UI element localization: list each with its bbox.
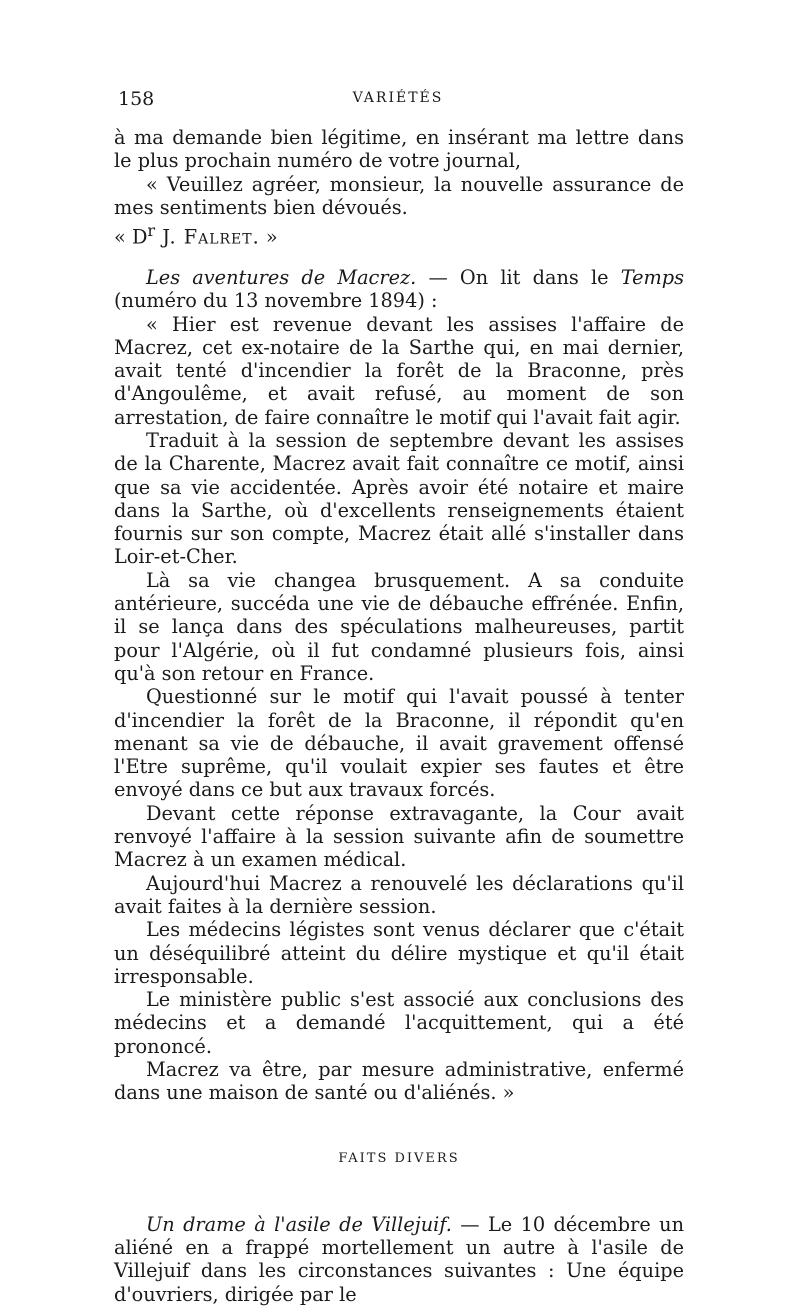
letter-salutation-paragraph: « Veuillez agréer, monsieur, la nouvelle assurance de mes sentiments bien dévoués. xyxy=(114,172,684,219)
running-title: VARIÉTÉS xyxy=(352,90,444,106)
letter-closing-paragraph: à ma demande bien légitime, en insérant ma lettre dans le plus prochain numéro de votre journal, xyxy=(114,126,684,173)
signature-title-superscript: r xyxy=(147,221,156,241)
macrez-article-title: Les aventures de Macrez. xyxy=(146,265,417,289)
villejuif-article-paragraph xyxy=(114,1213,684,1306)
article-paragraph: Questionné sur le motif qui l'avait poussé à tenter d'incendier la forêt de la Braconne, il répondit qu'en menant sa vie de débauche, il avait gravement offensé l'Etre suprême, qu'il voulait expier ses fautes et être envoyé dans ce but aux travaux forcés. xyxy=(114,685,684,802)
article-paragraph: Le ministère public s'est associé aux conclusions des médecins et a demandé l'acquittement, qui a été prononcé. xyxy=(114,988,684,1058)
letter-signature xyxy=(114,219,684,249)
article-paragraph: Aujourd'hui Macrez a renouvelé les déclarations qu'il avait faites à la dernière session. xyxy=(114,871,684,918)
macrez-article-intro xyxy=(114,266,684,313)
article-paragraph: « Hier est revenue devant les assises l'affaire de Macrez, cet ex-notaire de la Sarthe qui, en mai dernier, avait tenté d'incendier la forêt de la Braconne, près d'Angoulême, et avait refusé, au moment de son arrestation, de faire connaître le motif qui l'avait fait agir. xyxy=(114,312,684,429)
macrez-intro-rest: (numéro du 13 novembre 1894) : xyxy=(114,289,438,313)
article-paragraph: Les médecins légistes sont venus déclarer que c'était un déséquilibré atteint du délire mystique et qu'il était irresponsable. xyxy=(114,918,684,988)
villejuif-article-title: Un drame à l'asile de Villejuif. xyxy=(146,1212,452,1236)
running-head xyxy=(118,88,678,118)
signature-name: J. Falret. xyxy=(155,225,260,249)
macrez-source-name: Temps xyxy=(620,265,685,289)
body-text xyxy=(114,126,684,1306)
villejuif-article-text: — Le 10 décembre un aliéné en a frappé mortellement un autre à l'asile de Villejuif dans les circonstances suivantes : Une équipe d'ouvriers, dirigée par le xyxy=(114,1212,684,1306)
article-paragraph: Macrez va être, par mesure administrative, enfermé dans une maison de santé ou d'aliénés. » xyxy=(114,1058,684,1105)
signature-close-quote: » xyxy=(259,225,278,249)
article-paragraph: Traduit à la session de septembre devant les assises de la Charente, Macrez avait fait connaître ce motif, ainsi que sa vie accidentée. Après avoir été notaire et maire dans la Sarthe, où d'excellents renseignements étaient fournis sur son compte, Macrez était allé s'installer dans Loir-et-Cher. xyxy=(114,428,684,569)
macrez-intro-text: — On lit dans le xyxy=(416,265,621,289)
section-title: FAITS DIVERS xyxy=(338,1150,460,1166)
page-number: 158 xyxy=(118,88,155,110)
article-paragraph: Là sa vie changea brusquement. A sa conduite antérieure, succéda une vie de débauche effrénée. Enfin, il se lança dans des spéculations malheureuses, partit pour l'Algérie, où il fut condamné plusieurs fois, ainsi qu'à son retour en France. xyxy=(114,568,684,685)
signature-open-quote: « xyxy=(114,225,132,249)
article-paragraph: Devant cette réponse extravagante, la Cour avait renvoyé l'affaire à la session suivante afin de soumettre Macrez à un examen médical. xyxy=(114,801,684,872)
signature-title: D xyxy=(131,225,148,249)
